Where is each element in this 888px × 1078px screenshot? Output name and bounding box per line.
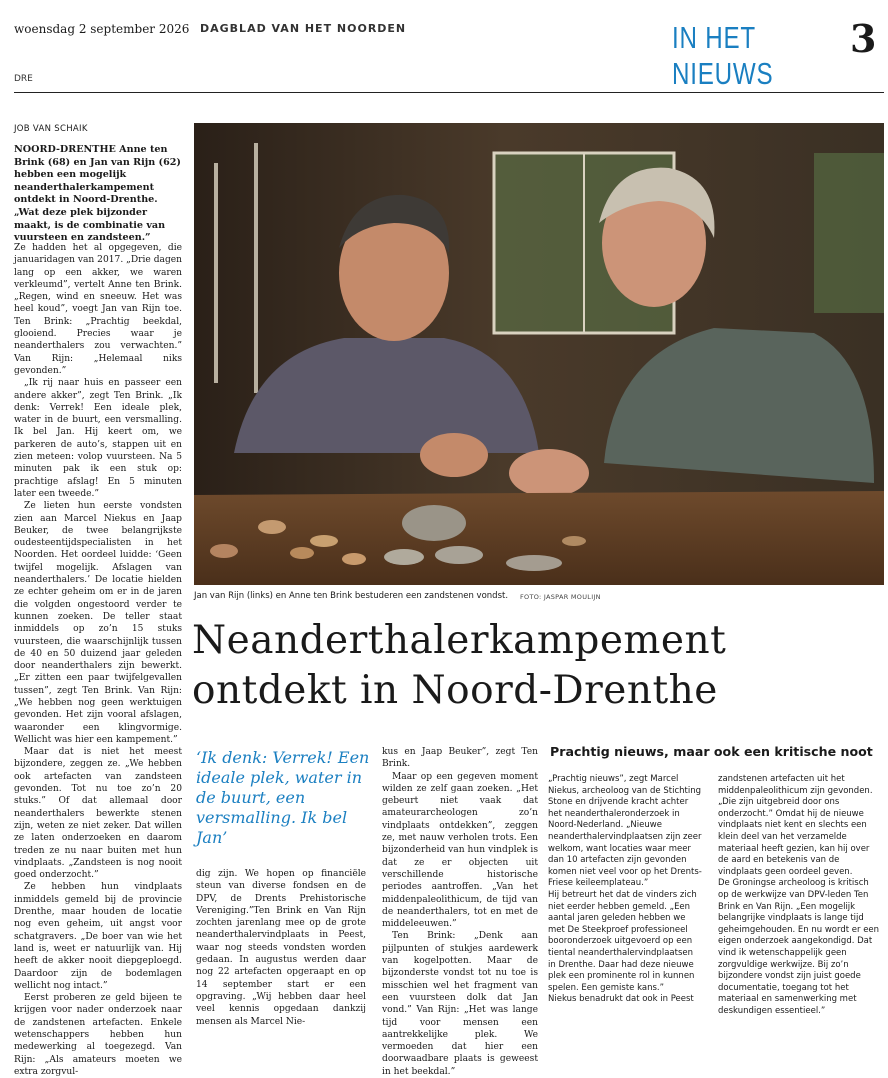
sidebar-column-2: [718, 774, 882, 1017]
author-byline: JOB VAN SCHAIK: [14, 124, 88, 134]
photo-caption: Jan van Rijn (links) en Anne ten Brink bestuderen een zandstenen vondst.: [194, 591, 509, 601]
paragraph: Maar op een gegeven moment wilden ze zelf gaan zoeken. „Het gebeurt niet vaak dat amateurarcheologen zo’n vindplaats ontdekken”, zeggen ze, met nauw verholen trots. Een bijzonderheid van hun vindplek is dat ze er objecten uit verschillende historische periodes aantroffen. „Van het middenpaleolithicum, de tijd van de neanderthalers, tot en met de middeleeuwen.”: [382, 771, 538, 930]
headline-line-1: Neanderthalerkampement: [192, 618, 727, 663]
photo-illustration: [194, 123, 884, 585]
paragraph: Hij betreurt het dat de vinders zich niet eerder hebben gemeld. „Een aantal jaren geleden hebben we met De Steekproef professioneel booronderzoek uitgevoerd op een tiental neanderthalervindplaatsen in Drenthe. Daar had deze nieuwe plek een prominente rol in kunnen spelen. Een gemiste kans.”: [548, 889, 697, 993]
article-column-1: [14, 242, 182, 1078]
header-rule: [14, 92, 884, 93]
paragraph: Ze hebben hun vindplaats inmiddels gemeld bij de provincie Drenthe, maar houden de locatie nog even geheim, uit angst voor schatgravers. „De boer van wie het land is, weet er natuurlijk van. Hij heeft de akker nooit diepgeploegd. Daardoor zijn de bodemlagen wellicht nog intact.”: [14, 882, 182, 991]
headline-line-2: ontdekt in Noord-Drenthe: [192, 668, 718, 713]
pull-quote: ‘Ik denk: Verrek! Een ideale plek, water in de buurt, een versmalling. Ik bel Jan’: [196, 748, 370, 847]
article-intro: NOORD-DRENTHE Anne ten Brink (68) en Jan van Rijn (62) hebben een mogelijk neanderthalerkampement ontdekt in Noord-Drenthe. „Wat deze plek bijzonder maakt, is de combinatie van vuursteen en zandsteen.”: [14, 144, 181, 244]
paragraph: „Prachtig nieuws”, zegt Marcel Niekus, archeoloog van de Stichting Stone en drijvende kracht achter het neanderthaleronderzoek in Noord-Nederland. „Nieuwe neanderthalervindplaatsen zijn zeer welkom, want locaties waar meer dan 10 artefacten zijn gevonden komen niet veel voor op het Drents-Friese keileemplateau.”: [548, 774, 702, 889]
paragraph: De Groningse archeoloog is kritisch op de werkwijze van DPV-leden Ten Brink en Van Rijn. „Een mogelijk belangrijke vindplaats is lange tijd geheimgehouden. En nu wordt er een eigen onderzoek aangekondigd. Dat vind ik wetenschappelijk geen zorgvuldige werkwijze. Bij zo’n bijzondere vondst zijn juist goede documentatie, toegang tot het materiaal en samenwerking met deskundigen essentieel.”: [718, 878, 880, 1016]
newspaper-logo: DAGBLAD VAN HET NOORDEN: [200, 22, 407, 35]
region-label: DRE: [14, 74, 33, 84]
paragraph: Ze hadden het al opgegeven, die januaridagen van 2017. „Drie dagen lang op een akker, we waren verkleumd”, vertelt Anne ten Brink. „Regen, wind en sneeuw. Het was heel koud”, voegt Jan van Rijn toe. Ten Brink: „Prachtig beekdal, glooiend. Precies waar je neanderthalers zou verwachten.” Van Rijn: „Helemaal niks gevonden.”: [14, 243, 182, 376]
article-photo: [194, 123, 884, 585]
sidebar-column-1: [548, 774, 702, 1006]
section-title: IN HET NIEUWS: [672, 20, 774, 91]
paragraph: Ze lieten hun eerste vondsten zien aan Marcel Niekus en Jaap Beuker, de twee belangrijkste oudesteentijdspecialisten in het Noorden. Het oordeel luidde: ‘Geen twijfel mogelijk. Afslagen van neanderthalers.’ De locatie hielden ze echter geheim om er in de jaren die volgden ongestoord verder te kunnen zoeken. De teller staat inmiddels op zo’n 15 stuks vuursteen, die waarschijnlijk tussen de 40 en 50 duizend jaar geleden door neanderthalers zijn bewerkt. „Er zitten een paar twijfelgevallen tussen”, zegt Ten Brink. Van Rijn: „We hebben nog geen werktuigen gevonden. Het zijn vooral afslagen, waaronder een klingvormige. Wellicht was hier een kampement.”: [14, 501, 182, 745]
paragraph: Maar dat is niet het meest bijzondere, zeggen ze. „We hebben ook artefacten van zandsteen gevonden. Tot nu toe zo’n 20 stuks.” Of dat allemaal door neanderthalers bewerkte stenen zijn, weten ze niet zeker. Dat willen ze laten onderzoeken en daarom treden ze nu naar buiten met hun vindplaats. „Zandsteen is nog nooit goed onderzocht.”: [14, 747, 182, 881]
sidebar-heading: Prachtig nieuws, maar ook een kritische noot: [550, 744, 873, 759]
paragraph: Ten Brink: „Denk aan pijlpunten of stukjes aardewerk van kogelpotten. Maar de bijzonderste vondst tot nu toe is misschien wel het fragment van een vuursteen dolk dat Jan vond.” Van Rijn: „Het was lange tijd voor mensen een aantrekkelijke plek. We vermoeden dat hier een doorwaadbare plaats is geweest in het beekdal.”: [382, 931, 538, 1077]
paragraph: Niekus benadrukt dat ook in Peest: [548, 994, 694, 1005]
page-number: 3: [850, 16, 877, 61]
paragraph: kus en Jaap Beuker”, zegt Ten Brink.: [382, 747, 538, 770]
edition-date: woensdag 2 september 2026: [14, 22, 190, 36]
article-column-2: [196, 868, 366, 1028]
article-column-3: [382, 746, 538, 1078]
photo-credit: FOTO: JASPAR MOULIJN: [520, 593, 601, 601]
paragraph: „Ik rij naar huis en passeer een andere akker”, zegt Ten Brink. „Ik denk: Verrek! Een ideale plek, water in de buurt, een versmalling. Ik bel Jan. Hij keert om, we parkeren de auto’s, stappen uit en zien meteen: volop vuursteen. Na 5 minuten pak ik een stuk op: prachtige afslag! En 5 minuten later een tweede.”: [14, 378, 182, 499]
paragraph: Eerst proberen ze geld bijeen te krijgen voor nader onderzoek naar de zandstenen artefacten. Enkele wetenschappers hebben hun medewerking al toegezegd. Van Rijn: „Als amateurs moeten we extra zorgvul-: [14, 993, 182, 1077]
paragraph: dig zijn. We hopen op financiële steun van diverse fondsen en de DPV, de Drents Prehistorische Vereniging.”Ten Brink en Van Rijn zochten jarenlang mee op de grote neanderthalervindplaats in Peest, waar nog steeds vondsten worden gedaan. In augustus werden daar nog 22 artefacten opgeraapt en op 14 september start er een opgraving. „Wij hebben daar heel veel kennis opgedaan dankzij mensen als Marcel Nie-: [196, 869, 366, 1027]
headline: [192, 616, 882, 716]
paragraph: zandstenen artefacten uit het middenpaleolithicum zijn gevonden. „Die zijn uitgebreid door ons onderzocht.” Omdat hij de nieuwe vindplaats niet kent en slechts een klein deel van het verzamelde materiaal heeft gezien, kan hij over de aard en betekenis van de vindplaats geen oordeel geven.: [718, 774, 873, 877]
